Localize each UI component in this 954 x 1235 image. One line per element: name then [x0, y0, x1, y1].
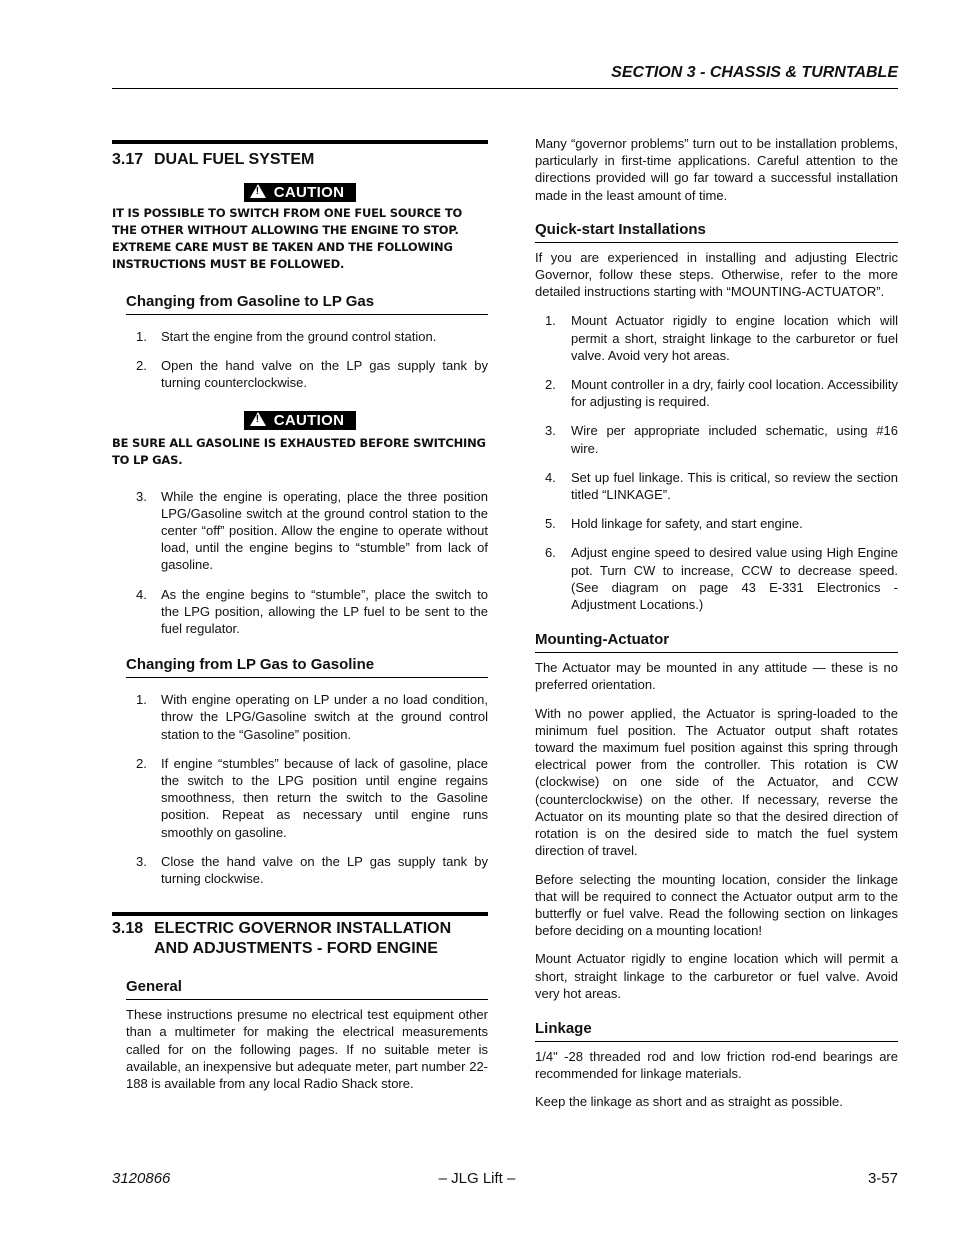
step-number: 3.: [136, 488, 147, 504]
step-text: Close the hand valve on the LP gas supply tank by turning clockwise.: [161, 853, 488, 887]
linkage-p1: 1/4" -28 threaded rod and low friction rod-end bearings are recommended for linkage materials.: [535, 1048, 898, 1082]
list-item: [112, 755, 488, 841]
steps-gas-to-lp-b: [112, 488, 488, 638]
section-title-line1: ELECTRIC GOVERNOR INSTALLATION: [154, 920, 452, 938]
step-text: As the engine begins to “stumble”, place the switch to the LPG position, allowing the LP fuel to be sent to the fuel regulator.: [161, 586, 488, 637]
list-item: [112, 853, 488, 887]
section-3-17: [112, 140, 488, 170]
caution-label-text: CAUTION: [273, 411, 345, 429]
list-item: [535, 515, 898, 532]
list-item: [112, 586, 488, 638]
list-item: [112, 357, 488, 391]
list-item: [535, 422, 898, 456]
caution-text: IT IS POSSIBLE TO SWITCH FROM ONE FUEL SOURCE TO THE OTHER WITHOUT ALLOWING THE ENGINE TO STOP. EXTREME CARE MUST BE TAKEN AND THE FOLLOWING INSTRUCTIONS MUST BE FOLLOWED.: [112, 206, 463, 271]
caution-text: BE SURE ALL GASOLINE IS EXHAUSTED BEFORE SWITCHING TO LP GAS.: [112, 435, 486, 467]
step-text: Open the hand valve on the LP gas supply tank by turning counterclockwise.: [161, 358, 488, 391]
step-text: Adjust engine speed to desired value using High Engine pot. Turn CW to increase, CCW to decrease speed. (See diagram on page 43 E-331 Electronics - Adjustment Locations.): [571, 545, 898, 613]
mounting-p1: The Actuator may be mounted in any attitude — these is no preferred orientation.: [535, 660, 898, 693]
linkage-p2: Keep the linkage as short and as straight as possible.: [535, 1094, 843, 1110]
step-number: 6.: [545, 545, 556, 561]
step-number: 3.: [136, 853, 147, 869]
steps-quickstart: [535, 312, 898, 613]
section-title-line2: AND ADJUSTMENTS - FORD ENGINE: [154, 940, 438, 958]
subhead-mounting: Mounting-Actuator: [535, 630, 898, 653]
step-text: Start the engine from the ground control station.: [161, 329, 437, 344]
section-title-text: DUAL FUEL SYSTEM: [154, 151, 315, 168]
step-number: 1.: [545, 313, 556, 329]
section-number: 3.17: [112, 151, 144, 168]
step-text: Wire per appropriate included schematic, using #16 wire.: [571, 423, 898, 456]
mounting-p3: Before selecting the mounting location, consider the linkage that will be required to connect the Actuator output arm to the butterfly or fuel valve. Read the following section on linkages before deciding on a mounting location!: [535, 871, 898, 939]
left-column: [112, 140, 488, 1092]
list-item: [112, 691, 488, 743]
header-rule: [112, 88, 898, 89]
list-item: [535, 544, 898, 613]
list-item: [112, 328, 488, 345]
step-number: 1.: [136, 329, 147, 344]
step-text: Mount controller in a dry, fairly cool location. Accessibility for adjusting is required.: [571, 377, 898, 410]
step-number: 4.: [545, 469, 556, 485]
step-text: Mount Actuator rigidly to engine location which will permit a short, straight linkage to the carburetor or fuel valve. Avoid very hot areas.: [571, 313, 898, 363]
subhead-general: General: [126, 977, 488, 1000]
list-item: [112, 488, 488, 574]
intro-text: Many “governor problems” turn out to be installation problems, particularly in first-time applications. Careful attention to the directions provided will go far toward a successful installation made in the least amount of time.: [535, 136, 898, 203]
footer-center: – JLG Lift –: [438, 1170, 516, 1187]
subhead-quickstart: Quick-start Installations: [535, 220, 898, 243]
step-number: 3.: [545, 423, 556, 439]
step-number: 1.: [136, 692, 147, 708]
step-number: 2.: [545, 377, 556, 393]
footer-page-number: 3-57: [867, 1170, 898, 1187]
step-text: With engine operating on LP under a no load condition, throw the LPG/Gasoline switch at the ground control station to the “Gasoline” position.: [161, 692, 488, 742]
step-text: Hold linkage for safety, and start engine.: [571, 516, 803, 532]
subhead-gas-to-lp: Changing from Gasoline to LP Gas: [126, 292, 488, 315]
caution-label: [244, 183, 356, 202]
caution-label: [244, 411, 356, 430]
caution-banner: [112, 183, 488, 202]
step-text: Set up fuel linkage. This is critical, so review the section titled “LINKAGE”.: [571, 469, 898, 503]
caution-label-text: CAUTION: [273, 184, 345, 201]
steps-lp-to-gas: [112, 691, 488, 887]
step-number: 2.: [136, 358, 147, 374]
warning-triangle-icon: !: [250, 184, 266, 198]
section-number: 3.18: [112, 920, 144, 938]
subhead-lp-to-gas: Changing from LP Gas to Gasoline: [126, 655, 488, 678]
right-column: [535, 136, 898, 1111]
mounting-p2: With no power applied, the Actuator is spring-loaded to the minimum fuel position. The Actuator output shaft rotates toward the maximum fuel position against this spring through electrical power from the controller. This rotation is CW (clockwise) on one side of the Actuator, and CCW (counterclockwise) on the other. If necessary, reverse the Actuator on its mounting plate so that the desired direction of rotation is on the desired side to match the fuel system direction of travel.: [535, 705, 898, 859]
step-number: 2.: [136, 755, 147, 771]
list-item: [535, 312, 898, 364]
steps-gas-to-lp-a: [112, 328, 488, 392]
list-item: [535, 469, 898, 503]
quickstart-intro: If you are experienced in installing and adjusting Electric Governor, follow these steps. Otherwise, refer to the more detailed instructions starting with “MOUNTING-ACTUATOR”.: [535, 249, 898, 300]
step-number: 5.: [545, 516, 556, 532]
list-item: [535, 376, 898, 410]
subhead-linkage: Linkage: [535, 1019, 898, 1042]
caution-banner: [112, 411, 488, 430]
footer-doc-number: 3120866: [112, 1170, 171, 1187]
step-text: If engine “stumbles” because of lack of gasoline, place the switch to the LPG position until engine regains smoothness, then return the switch to the Gasoline position. Repeat as necessary until engine runs smoothly on gasoline.: [161, 755, 488, 840]
step-text: While the engine is operating, place the three position LPG/Gasoline switch at the ground control station to the center “off” position. Allow the engine to operate without load, until the engine begins to “stumble” from lack of gasoline.: [161, 488, 488, 573]
section-title: [112, 150, 488, 170]
mounting-p4: Mount Actuator rigidly to engine location which will permit a short, straight linkage to the carburetor or fuel valve. Avoid very hot areas.: [535, 951, 898, 1001]
section-3-18: [112, 912, 488, 959]
section-header: SECTION 3 - CHASSIS & TURNTABLE: [611, 64, 898, 81]
general-text: These instructions presume no electrical test equipment other than a multimeter for making the electrical measurements called for on the following pages. If no suitable meter is available, an inexpensive but adequate meter, part number 22-188 is available from any local Radio Shack store.: [126, 1007, 488, 1092]
warning-triangle-icon: !: [250, 412, 266, 426]
step-number: 4.: [136, 586, 147, 602]
section-title: [112, 919, 488, 959]
